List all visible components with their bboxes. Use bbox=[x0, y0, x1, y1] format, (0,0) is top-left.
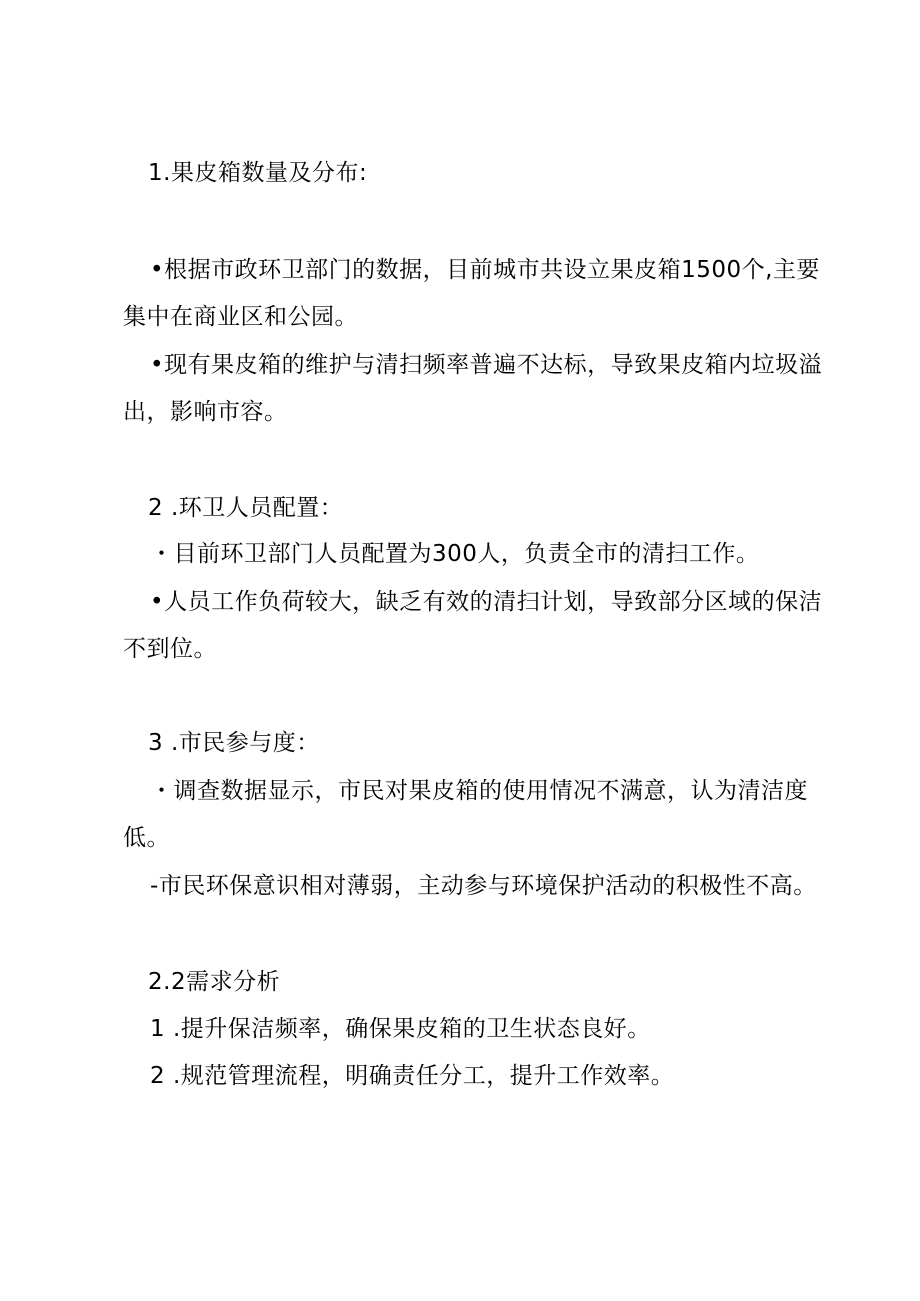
section-1-item-1-line-2: 集中在商业区和公园。 bbox=[123, 304, 358, 330]
section-4-item-2-line-1: 2 .规范管理流程，明确责任分工，提升工作效率。 bbox=[150, 1063, 675, 1089]
section-1-item-2-line-2: 出，影响市容。 bbox=[123, 399, 288, 425]
section-2-item-2-line-1: •人员工作负荷较大，缺乏有效的清扫计划，导致部分区域的保洁 bbox=[150, 589, 823, 615]
section-3-item-1-line-2: 低。 bbox=[123, 825, 170, 851]
section-1-item-2-line-1: •现有果皮箱的维护与清扫频率普遍不达标，导致果皮箱内垃圾溢 bbox=[150, 352, 823, 378]
section-2-item-1-line-1: ・目前环卫部门人员配置为300人，负责全市的清扫工作。 bbox=[150, 541, 760, 567]
section-2-heading: 2 .环卫人员配置： bbox=[148, 495, 344, 521]
section-2-item-2-line-2: 不到位。 bbox=[123, 636, 217, 662]
section-3-item-2-line-1: -市民环保意识相对薄弱，主动参与环境保护活动的积极性不高。 bbox=[150, 873, 817, 899]
section-1-item-1-line-1: •根据市政环卫部门的数据，目前城市共设立果皮箱1500个,主要 bbox=[150, 257, 820, 283]
section-3-item-1-line-1: ・调查数据显示，市民对果皮箱的使用情况不满意，认为清洁度 bbox=[150, 778, 808, 804]
section-3-heading: 3 .市民参与度： bbox=[148, 730, 320, 756]
section-1-heading: 1.果皮箱数量及分布: bbox=[148, 160, 368, 186]
section-4-heading: 2.2需求分析 bbox=[148, 969, 281, 995]
section-4-item-1-line-1: 1 .提升保洁频率，确保果皮箱的卫生状态良好。 bbox=[150, 1016, 651, 1042]
